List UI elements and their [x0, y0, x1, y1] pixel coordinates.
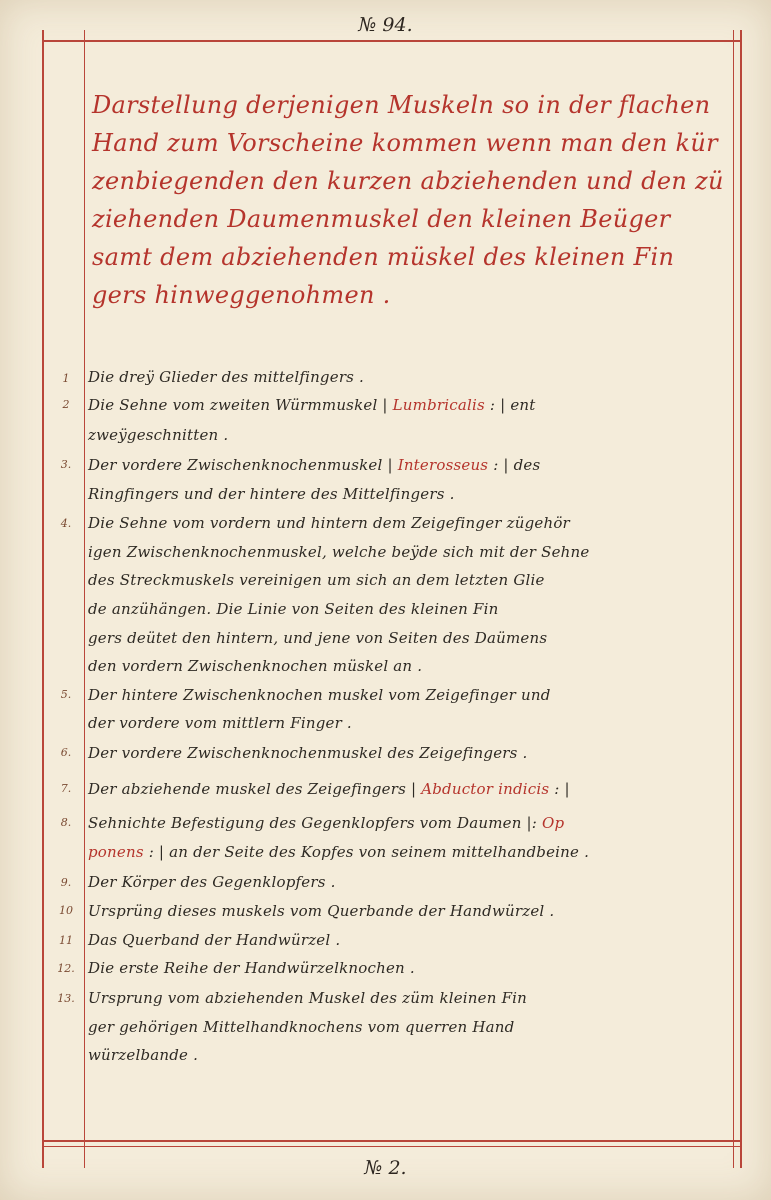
item-number: 9.: [60, 876, 72, 889]
item-text-part: : | an der Seite des Kopfes von seinem mittelhandbeine .: [148, 843, 590, 861]
item-text: de anzühängen. Die Linie von Seiten des kleinen Fin: [88, 600, 499, 618]
item-text-part: Die Sehne vom zweiten Würmmuskel |: [88, 396, 388, 414]
item-number: 5.: [60, 688, 72, 701]
item-text: des Streckmuskels vereinigen um sich an dem letzten Glie: [88, 571, 545, 589]
item-text: zweÿgeschnitten .: [88, 426, 229, 444]
item-text: der vordere vom mittlern Finger .: [88, 714, 352, 732]
item-text: Ursprüng dieses muskels vom Querbande der Handwürzel .: [88, 902, 555, 920]
item-number: 1: [62, 372, 70, 385]
item-number: 6.: [60, 746, 72, 759]
item-text: [88, 396, 728, 414]
item-text: Die dreÿ Glieder des mittelfingers .: [88, 368, 365, 386]
item-number: 13.: [57, 992, 75, 1005]
item-text: gers deütet den hintern, und jene von Seiten des Daümens: [88, 629, 548, 647]
item-number: 4.: [60, 517, 72, 530]
item-text: Die erste Reihe der Handwürzelknochen .: [88, 959, 415, 977]
item-text-part: Sehnichte Befestigung des Gegenklopfers vom Daumen |:: [88, 814, 538, 832]
item-text: den vordern Zwischenknochen müskel an .: [88, 657, 423, 675]
item-text-part: : | ent: [489, 396, 536, 414]
item-text: [88, 843, 728, 861]
item-text: [88, 814, 728, 832]
item-text: Der vordere Zwischenknochenmuskel des Zeigefingers .: [88, 744, 528, 762]
latin-term: Lumbricalis: [392, 396, 485, 414]
item-number: 10: [59, 904, 73, 917]
item-text: würzelbande .: [88, 1046, 199, 1064]
item-text-part: Der abziehende muskel des Zeigefingers |: [88, 780, 417, 798]
latin-term: Abductor indicis: [421, 780, 550, 798]
item-number: 11: [59, 934, 73, 947]
title-line: samt dem abziehenden müskel des kleinen Fin: [92, 243, 675, 271]
item-number: 12.: [57, 962, 75, 975]
item-text-part: : | des: [493, 456, 541, 474]
item-number: 8.: [60, 816, 72, 829]
item-text: Der Körper des Gegenklopfers .: [88, 873, 336, 891]
item-text: Ringfingers und der hintere des Mittelfingers .: [88, 485, 455, 503]
title-line: Darstellung derjenigen Muskeln so in der flachen: [92, 91, 711, 119]
item-number: 7.: [60, 782, 72, 795]
title-line: zenbiegenden den kurzen abziehenden und den zü: [92, 167, 724, 195]
item-text: [88, 780, 728, 798]
item-text: Ursprung vom abziehenden Muskel des züm kleinen Fin: [88, 989, 528, 1007]
page-number-bottom: № 2.: [364, 1157, 407, 1179]
item-text: ger gehörigen Mittelhandknochens vom querren Hand: [88, 1018, 515, 1036]
item-text: Das Querband der Handwürzel .: [88, 931, 341, 949]
page-number-top: № 94.: [358, 14, 413, 36]
item-text: Der hintere Zwischenknochen muskel vom Zeigefinger und: [88, 686, 551, 704]
item-text: igen Zwischenknochenmuskel, welche beÿde sich mit der Sehne: [88, 543, 590, 561]
item-text-part: Der vordere Zwischenknochenmuskel |: [88, 456, 393, 474]
item-text: Die Sehne vom vordern und hintern dem Zeigefinger zügehör: [88, 514, 570, 532]
title-line: ziehenden Daumenmuskel den kleinen Beüger: [92, 205, 671, 233]
latin-term: Op: [542, 814, 565, 832]
item-number: 2: [62, 398, 70, 411]
title-line: Hand zum Vorscheine kommen wenn man den kür: [92, 129, 718, 157]
item-text-part: : |: [554, 780, 570, 798]
title-line: gers hinweggenohmen .: [92, 281, 391, 309]
latin-term: ponens: [88, 843, 144, 861]
latin-term: Interosseus: [397, 456, 489, 474]
item-text: [88, 456, 728, 474]
item-number: 3.: [60, 458, 72, 471]
